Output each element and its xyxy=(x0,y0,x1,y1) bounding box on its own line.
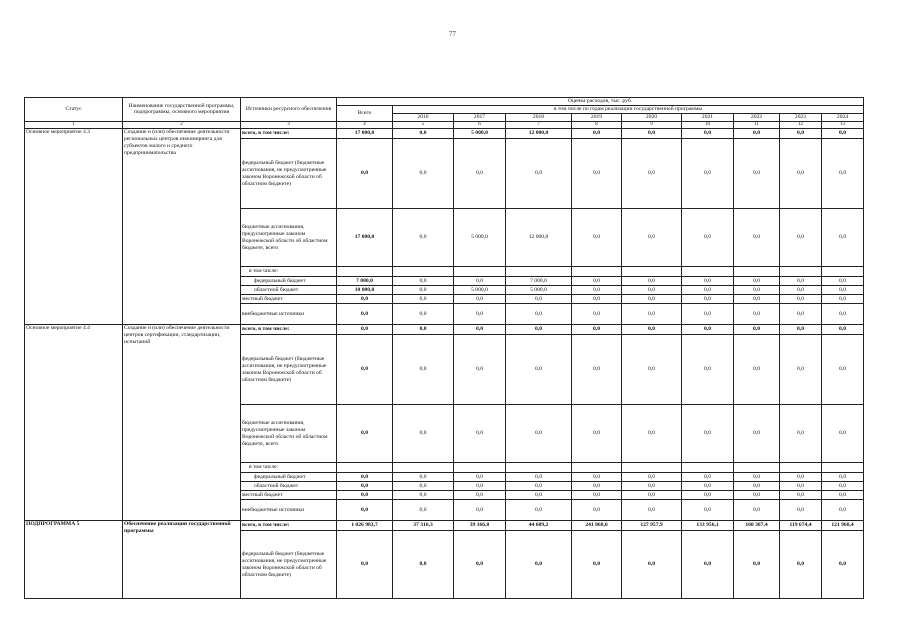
value-cell: 0,0 xyxy=(682,405,734,463)
value-cell: 0,0 xyxy=(622,139,682,209)
value-cell xyxy=(337,463,393,473)
table-body xyxy=(25,129,864,599)
value-cell: 7 000,0 xyxy=(337,277,393,286)
status-cell: Основное мероприятие 4.4 xyxy=(25,325,123,521)
value-cell: 0,0 xyxy=(393,304,454,325)
source-label-cell: местный бюджет xyxy=(241,491,337,500)
value-cell: 0,0 xyxy=(734,277,780,286)
value-cell: 160 387,4 xyxy=(734,521,780,531)
value-cell: 0,0 xyxy=(780,209,822,267)
value-cell xyxy=(780,267,822,277)
value-cell: 0,0 xyxy=(822,473,864,482)
value-cell: 0,0 xyxy=(734,295,780,304)
value-cell: 0,0 xyxy=(506,482,572,491)
value-cell: 0,0 xyxy=(506,531,572,599)
value-cell: 0,0 xyxy=(506,139,572,209)
value-cell: 0,0 xyxy=(734,491,780,500)
value-cell: 0,0 xyxy=(393,405,454,463)
source-label-cell: бюджетные ассигнования, предусмотренные законом Воронежской области об областном бюджете, всего xyxy=(241,405,337,463)
value-cell: 0,0 xyxy=(393,325,454,335)
value-cell: 0,0 xyxy=(822,405,864,463)
header-by-years: в том числе по годам реализации государственной программы xyxy=(393,106,864,114)
value-cell: 0,0 xyxy=(822,482,864,491)
value-cell: 133 956,1 xyxy=(682,521,734,531)
value-cell: 0,0 xyxy=(337,531,393,599)
value-cell: 0,0 xyxy=(822,531,864,599)
status-cell: Основное мероприятие 4.3 xyxy=(25,129,123,325)
value-cell: 0,0 xyxy=(393,335,454,405)
column-index-cell: 12 xyxy=(780,121,822,128)
header-year-2022: 2022 xyxy=(734,114,780,122)
value-cell: 0,0 xyxy=(454,304,506,325)
value-cell: 127 957,9 xyxy=(622,521,682,531)
header-year-2024: 2024 xyxy=(822,114,864,122)
value-cell: 0,0 xyxy=(780,286,822,295)
value-cell: 0,0 xyxy=(682,295,734,304)
source-label-cell: областной бюджет xyxy=(241,482,337,491)
value-cell: 12 000,0 xyxy=(506,129,572,139)
value-cell xyxy=(682,267,734,277)
header-year-2019: 2019 xyxy=(572,114,622,122)
value-cell: 119 674,4 xyxy=(780,521,822,531)
column-index-cell: 5 xyxy=(393,121,454,128)
value-cell: 0,0 xyxy=(393,500,454,521)
value-cell: 0,0 xyxy=(393,531,454,599)
value-cell: 0,0 xyxy=(454,295,506,304)
value-cell: 0,0 xyxy=(572,405,622,463)
source-label-cell: в том числе: xyxy=(241,463,337,473)
column-index-cell: 10 xyxy=(682,121,734,128)
value-cell xyxy=(572,267,622,277)
value-cell xyxy=(393,463,454,473)
value-cell: 0,0 xyxy=(622,295,682,304)
value-cell: 0,0 xyxy=(506,325,572,335)
value-cell: 0,0 xyxy=(393,277,454,286)
value-cell: 0,0 xyxy=(454,277,506,286)
value-cell: 5 000,0 xyxy=(506,286,572,295)
value-cell: 0,0 xyxy=(337,295,393,304)
table-row xyxy=(25,521,864,531)
value-cell: 0,0 xyxy=(454,139,506,209)
value-cell: 0,0 xyxy=(506,500,572,521)
value-cell: 0,0 xyxy=(734,139,780,209)
value-cell: 241 868,0 xyxy=(572,521,622,531)
value-cell: 0,0 xyxy=(682,129,734,139)
program-name-cell: Обеспечение реализации государственной программы xyxy=(123,521,241,599)
value-cell: 0,0 xyxy=(337,325,393,335)
value-cell: 0,0 xyxy=(780,277,822,286)
value-cell xyxy=(682,463,734,473)
value-cell: 0,0 xyxy=(682,482,734,491)
header-total: Всего xyxy=(337,106,393,122)
value-cell: 0,0 xyxy=(572,491,622,500)
source-label-cell: федеральный бюджет xyxy=(241,473,337,482)
value-cell xyxy=(393,267,454,277)
value-cell: 0,0 xyxy=(622,129,682,139)
value-cell: 0,0 xyxy=(506,405,572,463)
status-cell: ПОДПРОГРАММА 5 xyxy=(25,521,123,599)
value-cell: 0,0 xyxy=(622,304,682,325)
value-cell xyxy=(622,463,682,473)
value-cell: 0,0 xyxy=(572,335,622,405)
value-cell: 0,0 xyxy=(454,325,506,335)
value-cell: 0,0 xyxy=(454,531,506,599)
value-cell: 0,0 xyxy=(734,482,780,491)
source-label-cell: всего, в том числе: xyxy=(241,521,337,531)
column-index-cell: 4 xyxy=(337,121,393,128)
value-cell: 0,0 xyxy=(682,473,734,482)
source-label-cell: федеральный бюджет (бюджетные ассигнования, не предусмотренные законом Воронежской области об областном бюджете) xyxy=(241,335,337,405)
value-cell xyxy=(734,267,780,277)
column-index-cell: 1 xyxy=(25,121,123,128)
value-cell: 12 000,0 xyxy=(506,209,572,267)
source-label-cell: бюджетные ассигнования, предусмотренные законом Воронежской области об областном бюджете, всего xyxy=(241,209,337,267)
value-cell: 0,0 xyxy=(734,500,780,521)
table-row xyxy=(25,325,864,335)
value-cell: 0,0 xyxy=(822,286,864,295)
value-cell: 0,0 xyxy=(622,482,682,491)
header-year-2021: 2021 xyxy=(682,114,734,122)
source-label-cell: местный бюджет xyxy=(241,295,337,304)
value-cell: 0,0 xyxy=(682,304,734,325)
value-cell: 0,0 xyxy=(393,482,454,491)
value-cell: 0,0 xyxy=(454,491,506,500)
value-cell: 0,0 xyxy=(506,473,572,482)
value-cell: 0,0 xyxy=(337,473,393,482)
value-cell: 0,0 xyxy=(393,129,454,139)
value-cell: 0,0 xyxy=(780,325,822,335)
value-cell: 0,0 xyxy=(572,304,622,325)
value-cell: 0,0 xyxy=(393,473,454,482)
value-cell: 0,0 xyxy=(822,295,864,304)
value-cell: 0,0 xyxy=(682,531,734,599)
source-label-cell: федеральный бюджет (бюджетные ассигнования, не предусмотренные законом Воронежской области об областном бюджете) xyxy=(241,531,337,599)
value-cell: 0,0 xyxy=(682,325,734,335)
value-cell: 0,0 xyxy=(393,295,454,304)
value-cell: 121 968,4 xyxy=(822,521,864,531)
value-cell xyxy=(506,267,572,277)
value-cell: 0,0 xyxy=(337,335,393,405)
value-cell xyxy=(506,463,572,473)
value-cell: 0,0 xyxy=(682,277,734,286)
value-cell: 0,0 xyxy=(572,286,622,295)
program-name-cell: Создание и (или) обеспечение деятельности региональных центров инжиниринга для субъектов малого и среднего предпринимательства xyxy=(123,129,241,325)
value-cell: 0,0 xyxy=(393,286,454,295)
source-label-cell: внебюджетные источники xyxy=(241,500,337,521)
value-cell: 0,0 xyxy=(780,295,822,304)
value-cell: 0,0 xyxy=(572,482,622,491)
value-cell: 0,0 xyxy=(393,209,454,267)
value-cell: 0,0 xyxy=(734,531,780,599)
value-cell: 17 000,0 xyxy=(337,209,393,267)
value-cell: 0,0 xyxy=(822,304,864,325)
value-cell: 0,0 xyxy=(506,491,572,500)
value-cell: 0,0 xyxy=(682,500,734,521)
value-cell: 0,0 xyxy=(734,129,780,139)
value-cell: 0,0 xyxy=(780,335,822,405)
value-cell: 0,0 xyxy=(337,405,393,463)
value-cell xyxy=(622,267,682,277)
value-cell: 0,0 xyxy=(572,209,622,267)
column-index-cell: 6 xyxy=(454,121,506,128)
header-year-2020: 2020 xyxy=(622,114,682,122)
value-cell: 0,0 xyxy=(822,209,864,267)
value-cell: 0,0 xyxy=(454,335,506,405)
value-cell: 0,0 xyxy=(734,405,780,463)
value-cell: 0,0 xyxy=(622,405,682,463)
value-cell: 0,0 xyxy=(622,335,682,405)
value-cell: 0,0 xyxy=(780,491,822,500)
value-cell: 0,0 xyxy=(506,304,572,325)
header-status: Статус xyxy=(25,98,123,122)
header-year-2023: 2023 xyxy=(780,114,822,122)
value-cell: 0,0 xyxy=(622,473,682,482)
program-name-cell: Создание и (или) обеспечение деятельности центров сертификации, стандартизации, испытаний xyxy=(123,325,241,521)
value-cell: 0,0 xyxy=(337,304,393,325)
value-cell: 44 689,2 xyxy=(506,521,572,531)
value-cell: 0,0 xyxy=(337,482,393,491)
source-label-cell: федеральный бюджет (бюджетные ассигнования, не предусмотренные законом Воронежской области об областном бюджете) xyxy=(241,139,337,209)
value-cell: 0,0 xyxy=(454,500,506,521)
value-cell: 0,0 xyxy=(622,491,682,500)
value-cell: 5 000,0 xyxy=(454,209,506,267)
value-cell: 0,0 xyxy=(734,286,780,295)
value-cell: 0,0 xyxy=(734,335,780,405)
source-label-cell: федеральный бюджет xyxy=(241,277,337,286)
value-cell: 0,0 xyxy=(622,277,682,286)
value-cell xyxy=(822,463,864,473)
value-cell: 0,0 xyxy=(572,139,622,209)
value-cell: 10 000,0 xyxy=(337,286,393,295)
value-cell: 0,0 xyxy=(780,473,822,482)
value-cell: 0,0 xyxy=(780,139,822,209)
header-index-row xyxy=(25,121,864,128)
value-cell: 0,0 xyxy=(454,482,506,491)
value-cell: 1 026 983,7 xyxy=(337,521,393,531)
value-cell: 0,0 xyxy=(822,139,864,209)
value-cell: 0,0 xyxy=(454,405,506,463)
value-cell: 0,0 xyxy=(622,209,682,267)
column-index-cell: 3 xyxy=(241,121,337,128)
page-number: 77 xyxy=(449,30,456,38)
header-sources: Источники ресурсного обеспечения xyxy=(241,98,337,122)
source-label-cell: областной бюджет xyxy=(241,286,337,295)
value-cell: 0,0 xyxy=(780,500,822,521)
header-year-2017: 2017 xyxy=(454,114,506,122)
value-cell: 0,0 xyxy=(822,129,864,139)
value-cell: 0,0 xyxy=(780,405,822,463)
budget-table xyxy=(24,97,864,599)
header-estimate: Оценка расходов, тыс. руб. xyxy=(337,98,864,106)
value-cell: 0,0 xyxy=(682,335,734,405)
value-cell: 37 316,3 xyxy=(393,521,454,531)
value-cell xyxy=(780,463,822,473)
value-cell: 0,0 xyxy=(572,295,622,304)
source-label-cell: в том числе: xyxy=(241,267,337,277)
value-cell: 0,0 xyxy=(780,531,822,599)
value-cell: 5 000,0 xyxy=(454,286,506,295)
column-index-cell: 7 xyxy=(506,121,572,128)
column-index-cell: 8 xyxy=(572,121,622,128)
value-cell: 0,0 xyxy=(393,139,454,209)
column-index-cell: 9 xyxy=(622,121,682,128)
value-cell: 0,0 xyxy=(337,500,393,521)
value-cell: 0,0 xyxy=(734,209,780,267)
header-year-2016: 2016 xyxy=(393,114,454,122)
value-cell: 0,0 xyxy=(337,139,393,209)
value-cell: 0,0 xyxy=(822,491,864,500)
value-cell: 0,0 xyxy=(822,277,864,286)
value-cell xyxy=(822,267,864,277)
value-cell: 0,0 xyxy=(822,335,864,405)
value-cell: 0,0 xyxy=(780,482,822,491)
value-cell: 0,0 xyxy=(337,491,393,500)
value-cell: 0,0 xyxy=(780,304,822,325)
value-cell: 39 166,0 xyxy=(454,521,506,531)
value-cell: 0,0 xyxy=(734,473,780,482)
value-cell xyxy=(337,267,393,277)
header-name: Наименование государственной программы, подпрограммы, основного мероприятия xyxy=(123,98,241,122)
table-row xyxy=(25,129,864,139)
value-cell: 17 000,0 xyxy=(337,129,393,139)
value-cell: 0,0 xyxy=(393,491,454,500)
column-index-cell: 2 xyxy=(123,121,241,128)
source-label-cell: всего, в том числе: xyxy=(241,325,337,335)
value-cell: 5 000,0 xyxy=(454,129,506,139)
value-cell: 0,0 xyxy=(572,473,622,482)
value-cell xyxy=(454,267,506,277)
value-cell: 0,0 xyxy=(622,500,682,521)
value-cell: 0,0 xyxy=(572,325,622,335)
source-label-cell: всего, в том числе: xyxy=(241,129,337,139)
value-cell: 0,0 xyxy=(506,335,572,405)
source-label-cell: внебюджетные источники xyxy=(241,304,337,325)
value-cell xyxy=(734,463,780,473)
value-cell: 0,0 xyxy=(734,325,780,335)
value-cell: 0,0 xyxy=(622,531,682,599)
value-cell: 0,0 xyxy=(572,129,622,139)
column-index-cell: 11 xyxy=(734,121,780,128)
value-cell: 0,0 xyxy=(682,491,734,500)
value-cell: 0,0 xyxy=(454,473,506,482)
value-cell: 0,0 xyxy=(682,286,734,295)
value-cell: 0,0 xyxy=(622,286,682,295)
value-cell: 7 000,0 xyxy=(506,277,572,286)
value-cell: 0,0 xyxy=(682,209,734,267)
value-cell xyxy=(572,463,622,473)
header-year-2018: 2018 xyxy=(506,114,572,122)
value-cell: 0,0 xyxy=(822,500,864,521)
value-cell: 0,0 xyxy=(572,531,622,599)
value-cell: 0,0 xyxy=(622,325,682,335)
value-cell: 0,0 xyxy=(734,304,780,325)
value-cell: 0,0 xyxy=(822,325,864,335)
value-cell: 0,0 xyxy=(682,139,734,209)
value-cell xyxy=(454,463,506,473)
header-row-1 xyxy=(25,98,864,106)
value-cell: 0,0 xyxy=(572,277,622,286)
value-cell: 0,0 xyxy=(780,129,822,139)
column-index-cell: 13 xyxy=(822,121,864,128)
value-cell: 0,0 xyxy=(572,500,622,521)
value-cell: 0,0 xyxy=(506,295,572,304)
